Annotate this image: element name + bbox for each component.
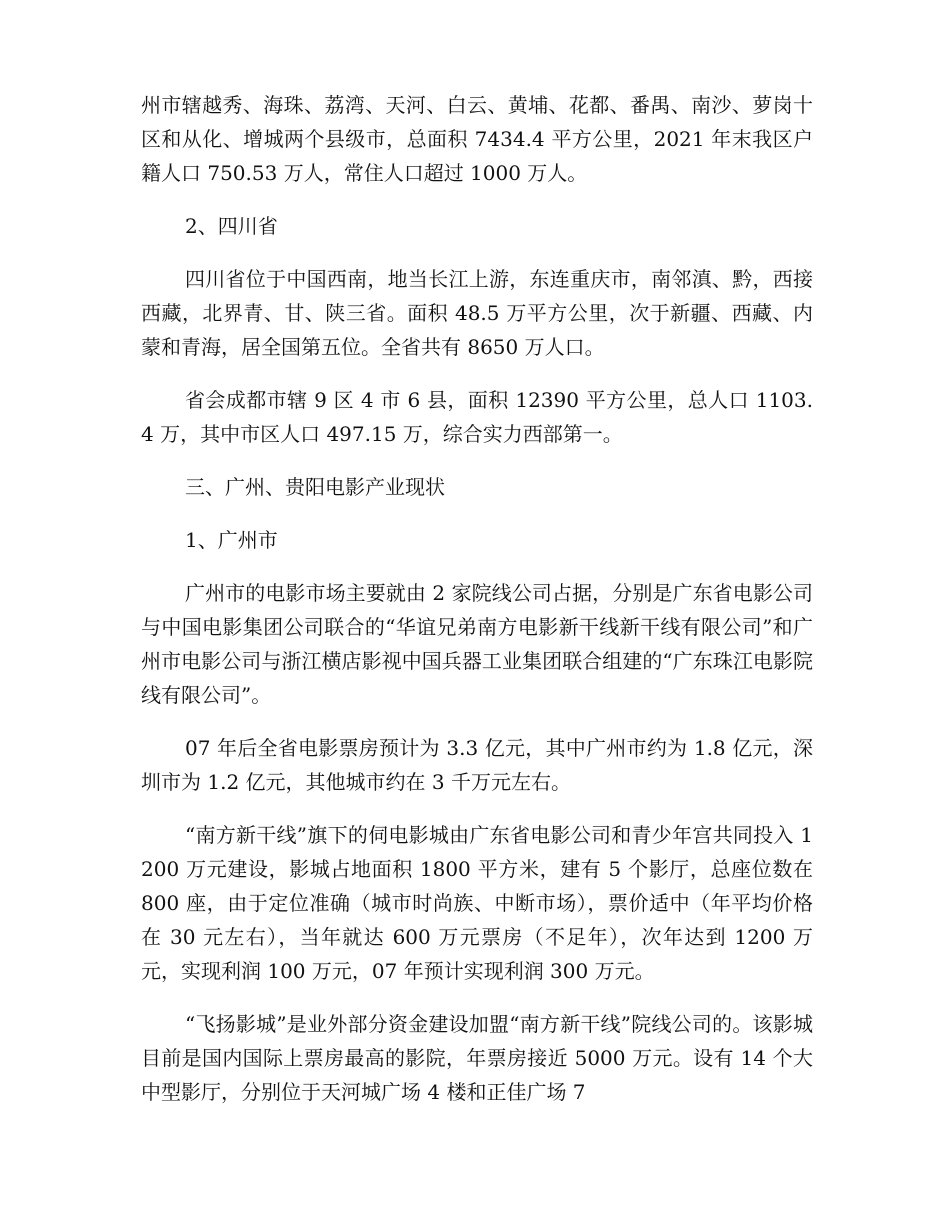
paragraph-sichuan-geography: 四川省位于中国西南，地当长江上游，东连重庆市，南邻滇、黔，西接西藏，北界青、甘、陕三省。面积 48.5 万平方公里，次于新疆、西藏、内蒙和青海，居全国第五位。全省共有 8650 万人口。 <box>141 267 813 359</box>
paragraph-guangzhou-overview: 州市辖越秀、海珠、荔湾、天河、白云、黄埔、花都、番禺、南沙、萝岗十区和从化、增城两个县级市，总面积 7434.4 平方公里，2021 年末我区户籍人口 750.53 万人，常住人口超过 1000 万人。 <box>141 93 813 185</box>
paragraph-chengdu: 省会成都市辖 9 区 4 市 6 县，面积 12390 平方公里，总人口 1103.4 万，其中市区人口 497.15 万，综合实力西部第一。 <box>141 388 813 446</box>
paragraph-feiyang-cinema: “飞扬影城”是业外部分资金建设加盟“南方新干线”院线公司的。该影城目前是国内国际上票房最高的影院，年票房接近 5000 万元。设有 14 个大中型影厅，分别位于天河城广场 4 楼和正佳广场 7 <box>141 1012 813 1104</box>
section-heading-film-industry: 三、广州、贵阳电影产业现状 <box>185 475 445 499</box>
heading-sichuan: 2、四川省 <box>185 214 278 238</box>
paragraph-nanfang-xinganxian: “南方新干线”旗下的伺电影城由广东省电影公司和青少年宫共同投入 1200 万元建设，影城占地面积 1800 平方米，建有 5 个影厅，总座位数在 800 座，由于定位准确（城市时尚族、中断市场），票价适中（年平均价格在 30 元左右），当年就达 600 万元票房（不足年），次年达到 1200 万元，实现利润 100 万元，07 年预计实现利润 300 万元。 <box>141 823 813 983</box>
document-body <box>141 88 813 1128</box>
paragraph-guangzhou-cinema-chains: 广州市的电影市场主要就由 2 家院线公司占据，分别是广东省电影公司与中国电影集团公司联合的“华谊兄弟南方电影新干线新干线有限公司”和广州市电影公司与浙江横店影视中国兵器工业集团联合组建的“广东珠江电影院线有限公司”。 <box>141 581 813 707</box>
paragraph-box-office-forecast: 07 年后全省电影票房预计为 3.3 亿元，其中广州市约为 1.8 亿元，深圳市为 1.2 亿元，其他城市约在 3 千万元左右。 <box>141 736 813 794</box>
heading-guangzhou: 1、广州市 <box>185 528 278 552</box>
